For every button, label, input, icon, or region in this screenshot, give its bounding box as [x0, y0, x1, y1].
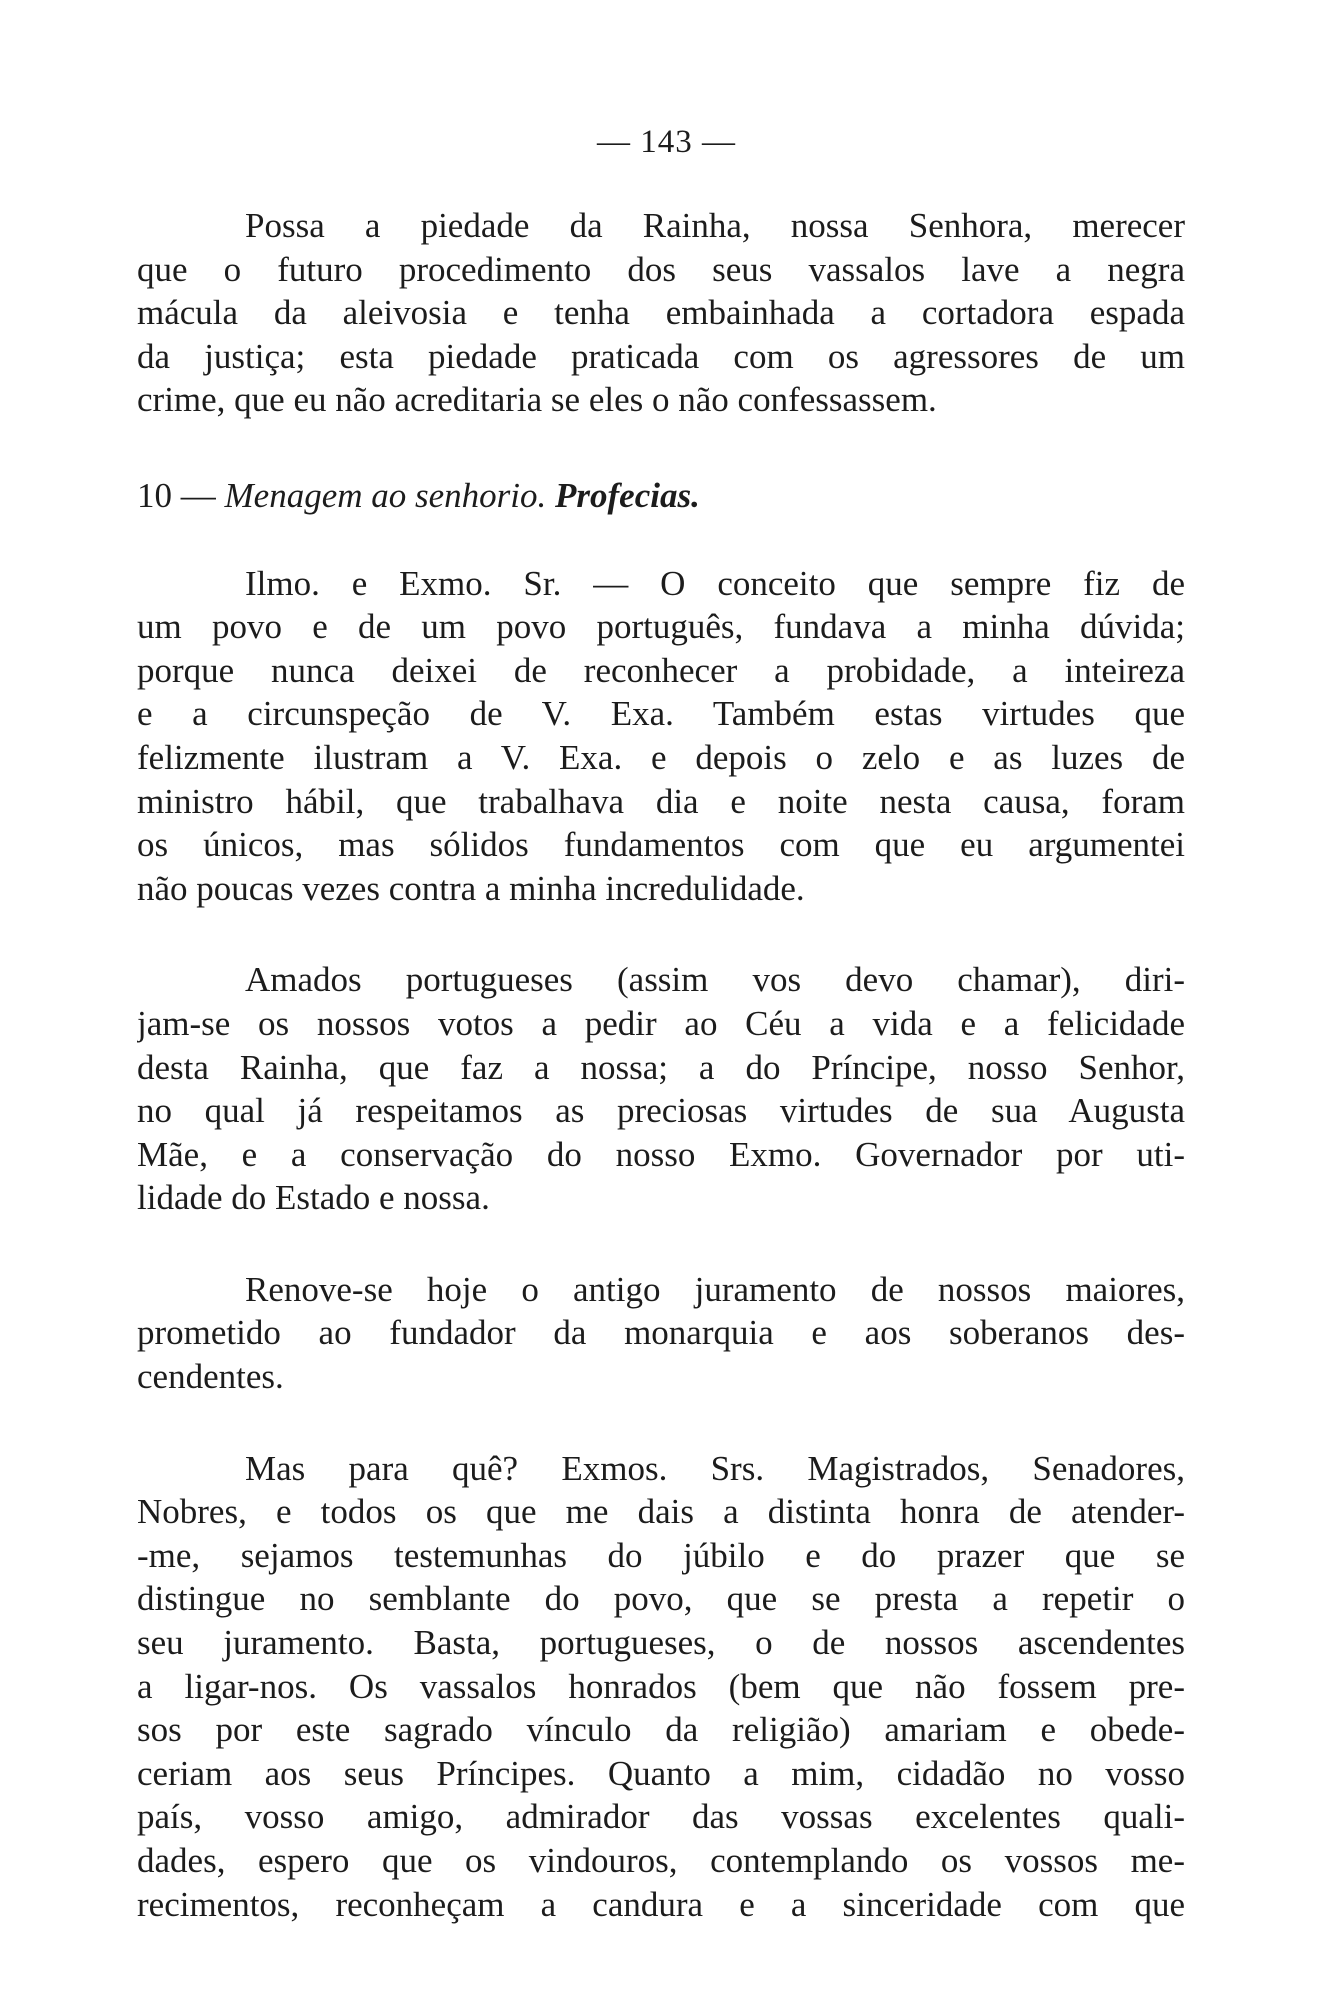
section-number: 10 —	[137, 475, 225, 515]
text-line: felizmente ilustram a V. Exa. e depois o zelo e as luzes de	[137, 737, 1185, 777]
section-subtitle: Profecias.	[555, 475, 700, 515]
text-line: Renove-se hoje o antigo juramento de nossos maiores,	[245, 1269, 1185, 1309]
text-line: Amados portugueses (assim vos devo chamar), diri-	[245, 960, 1185, 1000]
paragraph	[137, 562, 1185, 911]
body-text	[137, 204, 1185, 1926]
text-line: porque nunca deixei de reconhecer a probidade, a inteireza	[137, 650, 1185, 690]
text-line: desta Rainha, que faz a nossa; a do Príncipe, nosso Senhor,	[137, 1047, 1185, 1087]
text-line: a ligar-nos. Os vassalos honrados (bem que não fossem pre-	[137, 1666, 1185, 1706]
text-line: Mas para quê? Exmos. Srs. Magistrados, Senadores,	[245, 1448, 1185, 1488]
section-heading	[137, 474, 1185, 518]
text-line: cendentes.	[137, 1357, 284, 1397]
text-line: Nobres, e todos os que me dais a distinta honra de atender-	[137, 1492, 1185, 1532]
text-line: os únicos, mas sólidos fundamentos com que eu argumentei	[137, 825, 1185, 865]
paragraph	[137, 1268, 1185, 1399]
section-title: Menagem ao senhorio.	[224, 475, 556, 515]
text-line: sos por este sagrado vínculo da religião) amariam e obede-	[137, 1710, 1185, 1750]
text-line: prometido ao fundador da monarquia e aos soberanos des-	[137, 1313, 1185, 1353]
text-line: recimentos, reconheçam a candura e a sinceridade com que	[137, 1884, 1185, 1924]
text-line: -me, sejamos testemunhas do júbilo e do prazer que se	[137, 1535, 1185, 1575]
text-line: país, vosso amigo, admirador das vossas excelentes quali-	[137, 1797, 1185, 1837]
paragraph	[137, 1447, 1185, 1927]
text-line: um povo e de um povo português, fundava a minha dúvida;	[137, 607, 1185, 647]
text-line: dades, espero que os vindouros, contemplando os vossos me-	[137, 1841, 1185, 1880]
text-line: Mãe, e a conservação do nosso Exmo. Governador por uti-	[137, 1134, 1185, 1174]
paragraph	[137, 204, 1185, 422]
text-line: lidade do Estado e nossa.	[137, 1178, 490, 1218]
text-line: jam-se os nossos votos a pedir ao Céu a vida e a felicidade	[137, 1003, 1185, 1043]
page-number: — 143 —	[597, 124, 736, 160]
text-line: crime, que eu não acreditaria se eles o não confessassem.	[137, 380, 937, 420]
text-line: não poucas vezes contra a minha incredulidade.	[137, 868, 805, 908]
text-line: seu juramento. Basta, portugueses, o de nossos ascendentes	[137, 1623, 1185, 1663]
text-line: no qual já respeitamos as preciosas virtudes de sua Augusta	[137, 1091, 1185, 1131]
text-line: ceriam aos seus Príncipes. Quanto a mim, cidadão no vosso	[137, 1753, 1185, 1793]
text-line: que o futuro procedimento dos seus vassalos lave a negra	[137, 249, 1185, 289]
text-line: Ilmo. e Exmo. Sr. — O conceito que sempre fiz de	[245, 563, 1185, 603]
text-line: e a circunspeção de V. Exa. Também estas virtudes que	[137, 694, 1185, 734]
text-line: distingue no semblante do povo, que se presta a repetir o	[137, 1579, 1185, 1619]
text-line: Possa a piedade da Rainha, nossa Senhora, merecer	[245, 206, 1185, 245]
paragraph	[137, 958, 1185, 1220]
text-line: ministro hábil, que trabalhava dia e noite nesta causa, foram	[137, 781, 1185, 821]
text-line: mácula da aleivosia e tenha embainhada a cortadora espada	[137, 293, 1185, 333]
text-line: da justiça; esta piedade praticada com os agressores de um	[137, 336, 1185, 376]
